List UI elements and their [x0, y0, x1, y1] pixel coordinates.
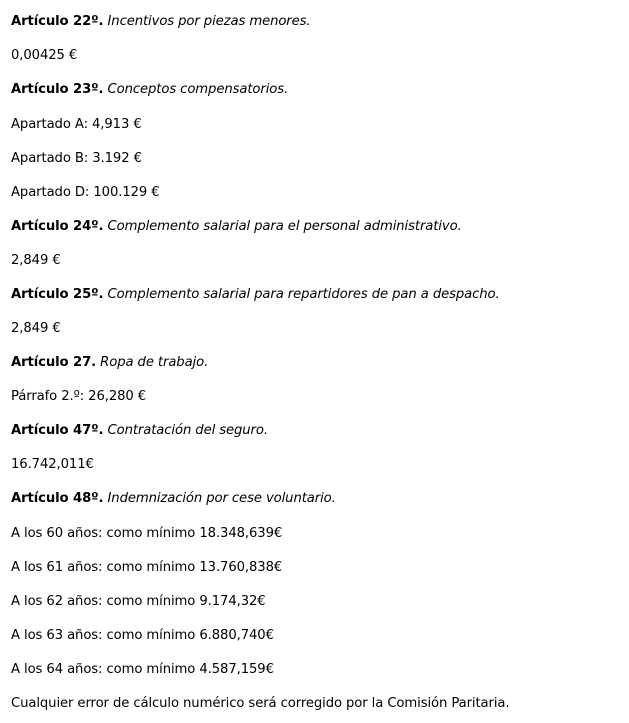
- article-heading: [11, 353, 208, 373]
- article-value: Párrafo 2.º: 26,280 €: [11, 389, 147, 404]
- article-title: Complemento salarial para el personal administrativo.: [107, 219, 462, 234]
- article-number: Artículo 25º.: [11, 287, 104, 302]
- article-title: Ropa de trabajo.: [100, 355, 209, 370]
- article-number: Artículo 47º.: [11, 423, 104, 438]
- article-value: Apartado D: 100.129 €: [11, 185, 160, 200]
- article-heading: [11, 217, 462, 237]
- article-value: Apartado A: 4,913 €: [11, 117, 142, 132]
- article-number: Artículo 22º.: [11, 14, 104, 29]
- article-title: Indemnización por cese voluntario.: [107, 491, 336, 506]
- article-heading: [11, 489, 336, 509]
- article-value: 16.742,011€: [11, 457, 94, 472]
- article-value: A los 60 años: como mínimo 18.348,639€: [11, 526, 283, 541]
- article-value: 2,849 €: [11, 321, 61, 336]
- article-number: Artículo 27.: [11, 355, 97, 370]
- article-value: Apartado B: 3.192 €: [11, 151, 142, 166]
- article-title: Conceptos compensatorios.: [107, 82, 289, 97]
- article-heading: [11, 285, 500, 305]
- article-title: Contratación del seguro.: [107, 423, 268, 438]
- article-value: 0,00425 €: [11, 48, 78, 63]
- article-heading: [11, 80, 288, 100]
- article-heading: [11, 12, 311, 32]
- article-title: Complemento salarial para repartidores de pan a despacho.: [107, 287, 500, 302]
- article-heading: [11, 421, 268, 441]
- article-value: A los 62 años: como mínimo 9.174,32€: [11, 594, 266, 609]
- article-title: Incentivos por piezas menores.: [107, 14, 311, 29]
- article-number: Artículo 48º.: [11, 491, 104, 506]
- article-number: Artículo 23º.: [11, 82, 104, 97]
- article-value: 2,849 €: [11, 253, 61, 268]
- article-value: A los 61 años: como mínimo 13.760,838€: [11, 560, 283, 575]
- article-value: A los 63 años: como mínimo 6.880,740€: [11, 628, 274, 643]
- article-number: Artículo 24º.: [11, 219, 104, 234]
- article-value: A los 64 años: como mínimo 4.587,159€: [11, 662, 274, 677]
- footer-note: Cualquier error de cálculo numérico será corregido por la Comisión Paritaria.: [11, 696, 510, 711]
